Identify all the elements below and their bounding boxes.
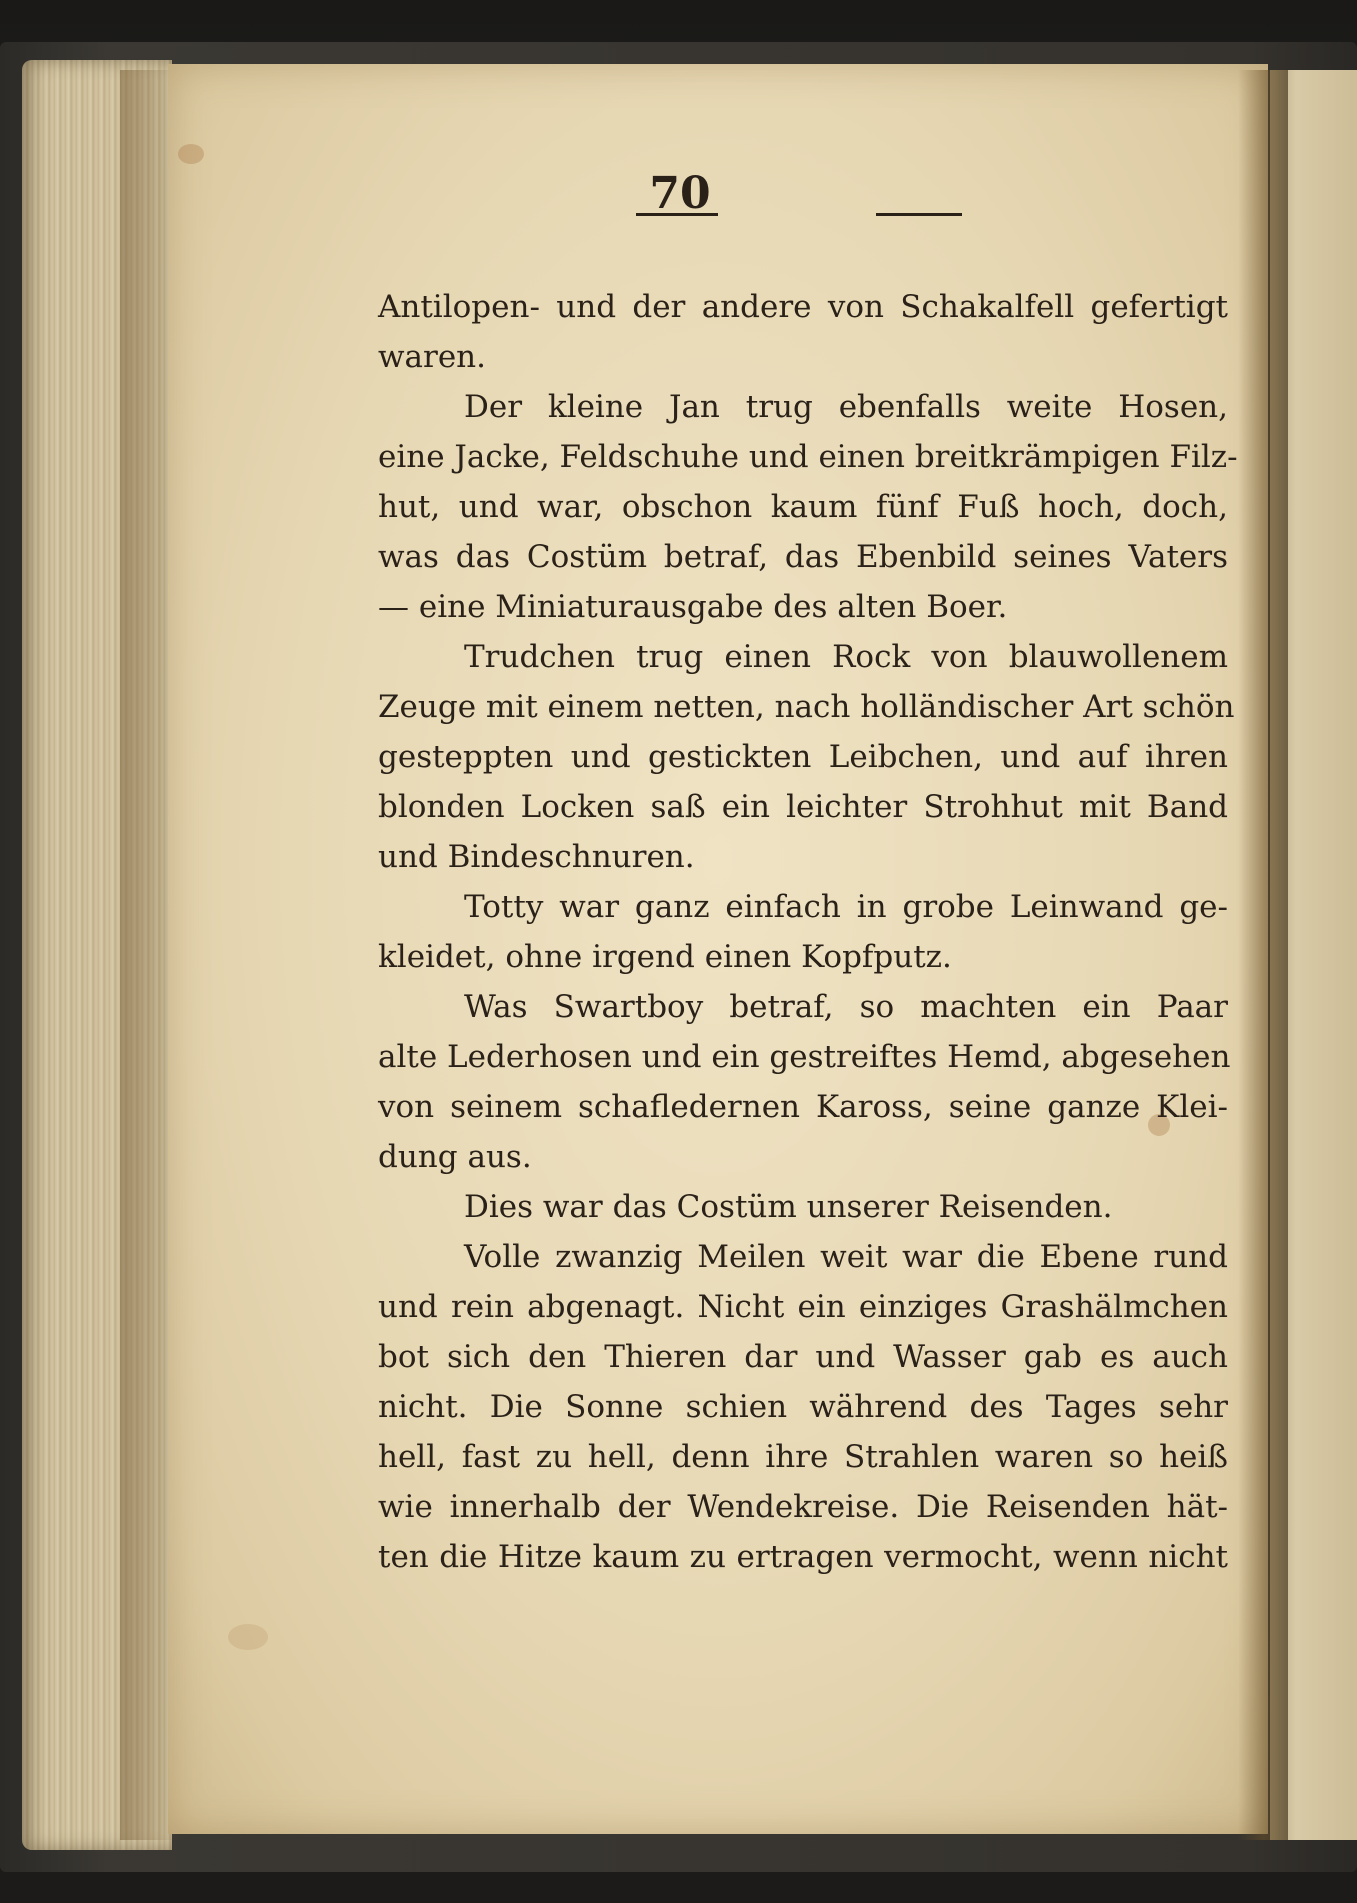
page-number: 70 (649, 168, 711, 219)
text-line: und Bindeschnuren. (378, 839, 695, 875)
text-line: von seinem schafledernen Kaross, seine ganze Klei- (378, 1089, 1228, 1125)
header-rule-right (876, 213, 962, 216)
text-line: nicht. Die Sonne schien während des Tages sehr (378, 1389, 1228, 1425)
text-line: — eine Miniaturausgabe des alten Boer. (378, 589, 1008, 625)
text-line: Antilopen- und der andere von Schakalfell gefertigt (378, 289, 1228, 325)
text-line: Dies war das Costüm unserer Reisenden. (464, 1189, 1113, 1225)
text-line: bot sich den Thieren dar und Wasser gab es auch (378, 1339, 1228, 1375)
text-line: blonden Locken saß ein leichter Strohhut mit Band (378, 789, 1228, 825)
text-line: dung aus. (378, 1139, 532, 1175)
text-line: ten die Hitze kaum zu ertragen vermocht, wenn nicht (378, 1539, 1228, 1575)
text-line: kleidet, ohne irgend einen Kopfputz. (378, 939, 952, 975)
text-line: hell, fast zu hell, denn ihre Strahlen waren so heiß (378, 1439, 1228, 1475)
text-line: und rein abgenagt. Nicht ein einziges Grashälmchen (378, 1289, 1228, 1325)
foxing-spot (178, 144, 204, 164)
text-line: gesteppten und gestickten Leibchen, und auf ihren (378, 739, 1228, 775)
text-line: wie innerhalb der Wendekreise. Die Reisenden hät- (378, 1489, 1228, 1525)
text-line: eine Jacke, Feldschuhe und einen breitkrämpigen Filz- (378, 439, 1238, 475)
foxing-spot (228, 1624, 268, 1650)
text-line: alte Lederhosen und ein gestreiftes Hemd, abgesehen (378, 1039, 1231, 1075)
text-line: Zeuge mit einem netten, nach holländischer Art schön (378, 689, 1235, 725)
text-line: waren. (378, 339, 487, 375)
text-line: Volle zwanzig Meilen weit war die Ebene rund (464, 1239, 1228, 1275)
text-line: hut, und war, obschon kaum fünf Fuß hoch, doch, (378, 489, 1228, 525)
text-line: Was Swartboy betraf, so machten ein Paar (464, 989, 1228, 1025)
text-line: Der kleine Jan trug ebenfalls weite Hosen, (464, 389, 1228, 425)
text-line: Totty war ganz einfach in grobe Leinwand ge- (464, 889, 1228, 925)
text-line: Trudchen trug einen Rock von blauwollenem (464, 639, 1228, 675)
text-line: was das Costüm betraf, das Ebenbild seines Vaters (378, 539, 1228, 575)
gutter-shadow (1238, 70, 1288, 1840)
